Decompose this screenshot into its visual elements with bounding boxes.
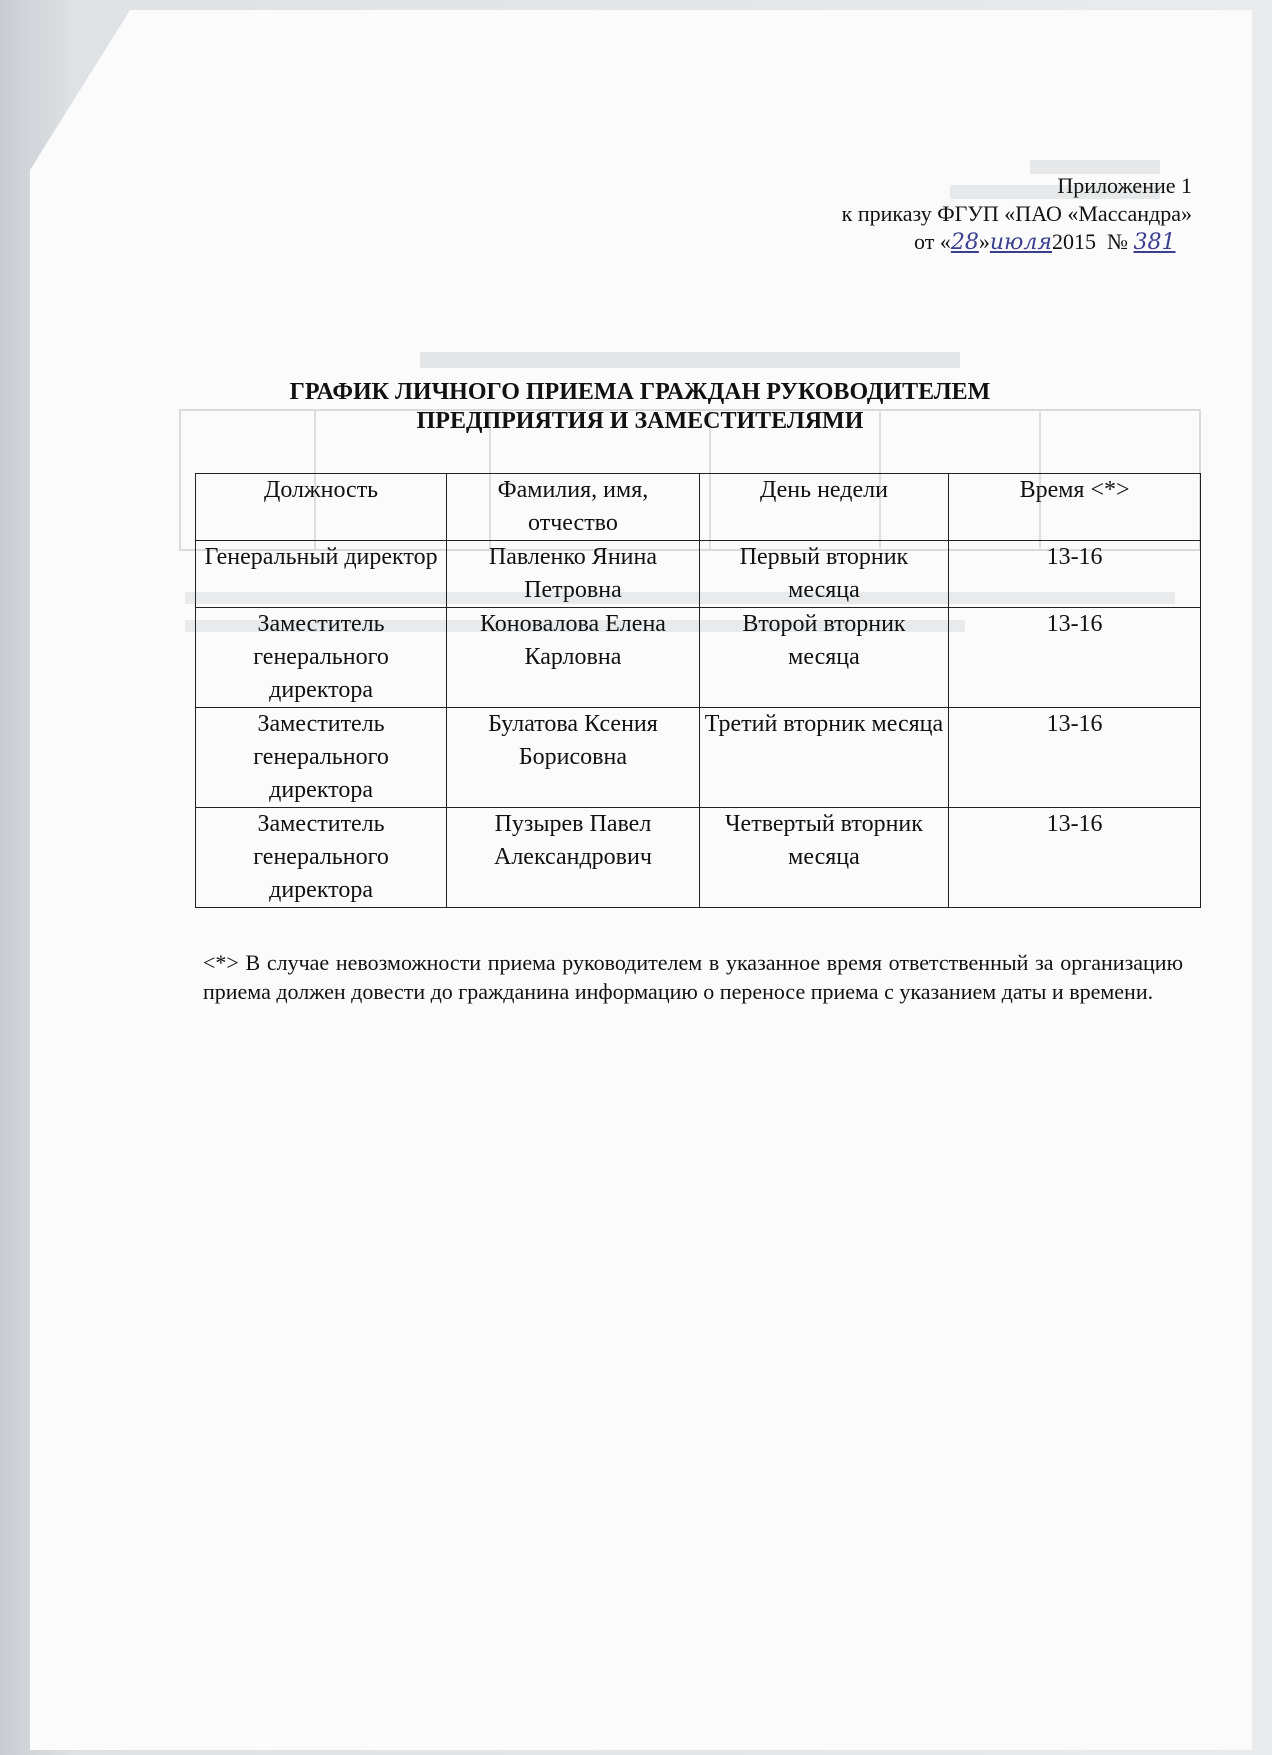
handwritten-month: июля — [989, 230, 1052, 255]
cell-position: Генеральный директор — [196, 541, 447, 608]
cell-weekday: Второй вторник месяца — [699, 608, 948, 708]
reception-schedule-table — [195, 473, 1201, 908]
order-reference: к приказу ФГУП «ПАО «Массандра» — [841, 201, 1192, 226]
cell-time: 13-16 — [949, 541, 1201, 608]
cell-full-name: Коновалова Елена Карловна — [447, 608, 700, 708]
order-year: 2015 — [1052, 229, 1096, 254]
title-line-1: ГРАФИК ЛИЧНОГО ПРИЕМА ГРАЖДАН РУКОВОДИТЕЛЕМ — [289, 379, 991, 405]
title-line-2: ПРЕДПРИЯТИЯ И ЗАМЕСТИТЕЛЯМИ — [416, 408, 864, 434]
cell-position: Заместитель генерального директора — [196, 708, 447, 808]
cell-full-name: Павленко Янина Петровна — [447, 541, 700, 608]
annex-label: Приложение 1 — [1057, 173, 1192, 198]
handwritten-order-number: 381 — [1133, 230, 1176, 255]
cell-position: Заместитель генерального директора — [196, 808, 447, 908]
date-mid: » — [978, 229, 990, 254]
table-row — [196, 708, 1201, 808]
number-sign: № — [1107, 229, 1128, 254]
cell-full-name: Пузырев Павел Александрович — [447, 808, 700, 908]
cell-weekday: Третий вторник месяца — [699, 708, 948, 808]
cell-time: 13-16 — [949, 608, 1201, 708]
column-header-weekday: День недели — [699, 474, 948, 541]
cell-time: 13-16 — [949, 808, 1201, 908]
document-title — [190, 378, 1090, 436]
cell-position: Заместитель генерального директора — [196, 608, 447, 708]
column-header-position: Должность — [196, 474, 447, 541]
annex-header — [842, 172, 1192, 257]
column-header-full-name: Фамилия, имя, отчество — [447, 474, 700, 541]
table-row — [196, 808, 1201, 908]
table-header-row — [196, 474, 1201, 541]
date-prefix: от « — [914, 229, 951, 254]
cell-weekday: Первый вторник месяца — [699, 541, 948, 608]
cell-time: 13-16 — [949, 708, 1201, 808]
handwritten-day: 28 — [950, 230, 979, 255]
footnote: <*> В случае невозможности приема руководителем в указанное время ответственный за организацию приема должен довести до гражданина информацию о переносе приема с указанием даты и времени. — [203, 950, 1183, 1004]
column-header-time: Время <*> — [949, 474, 1201, 541]
table-row — [196, 608, 1201, 708]
order-date-line — [842, 228, 1192, 257]
cell-full-name: Булатова Ксения Борисовна — [447, 708, 700, 808]
cell-weekday: Четвертый вторник месяца — [699, 808, 948, 908]
table-row — [196, 541, 1201, 608]
